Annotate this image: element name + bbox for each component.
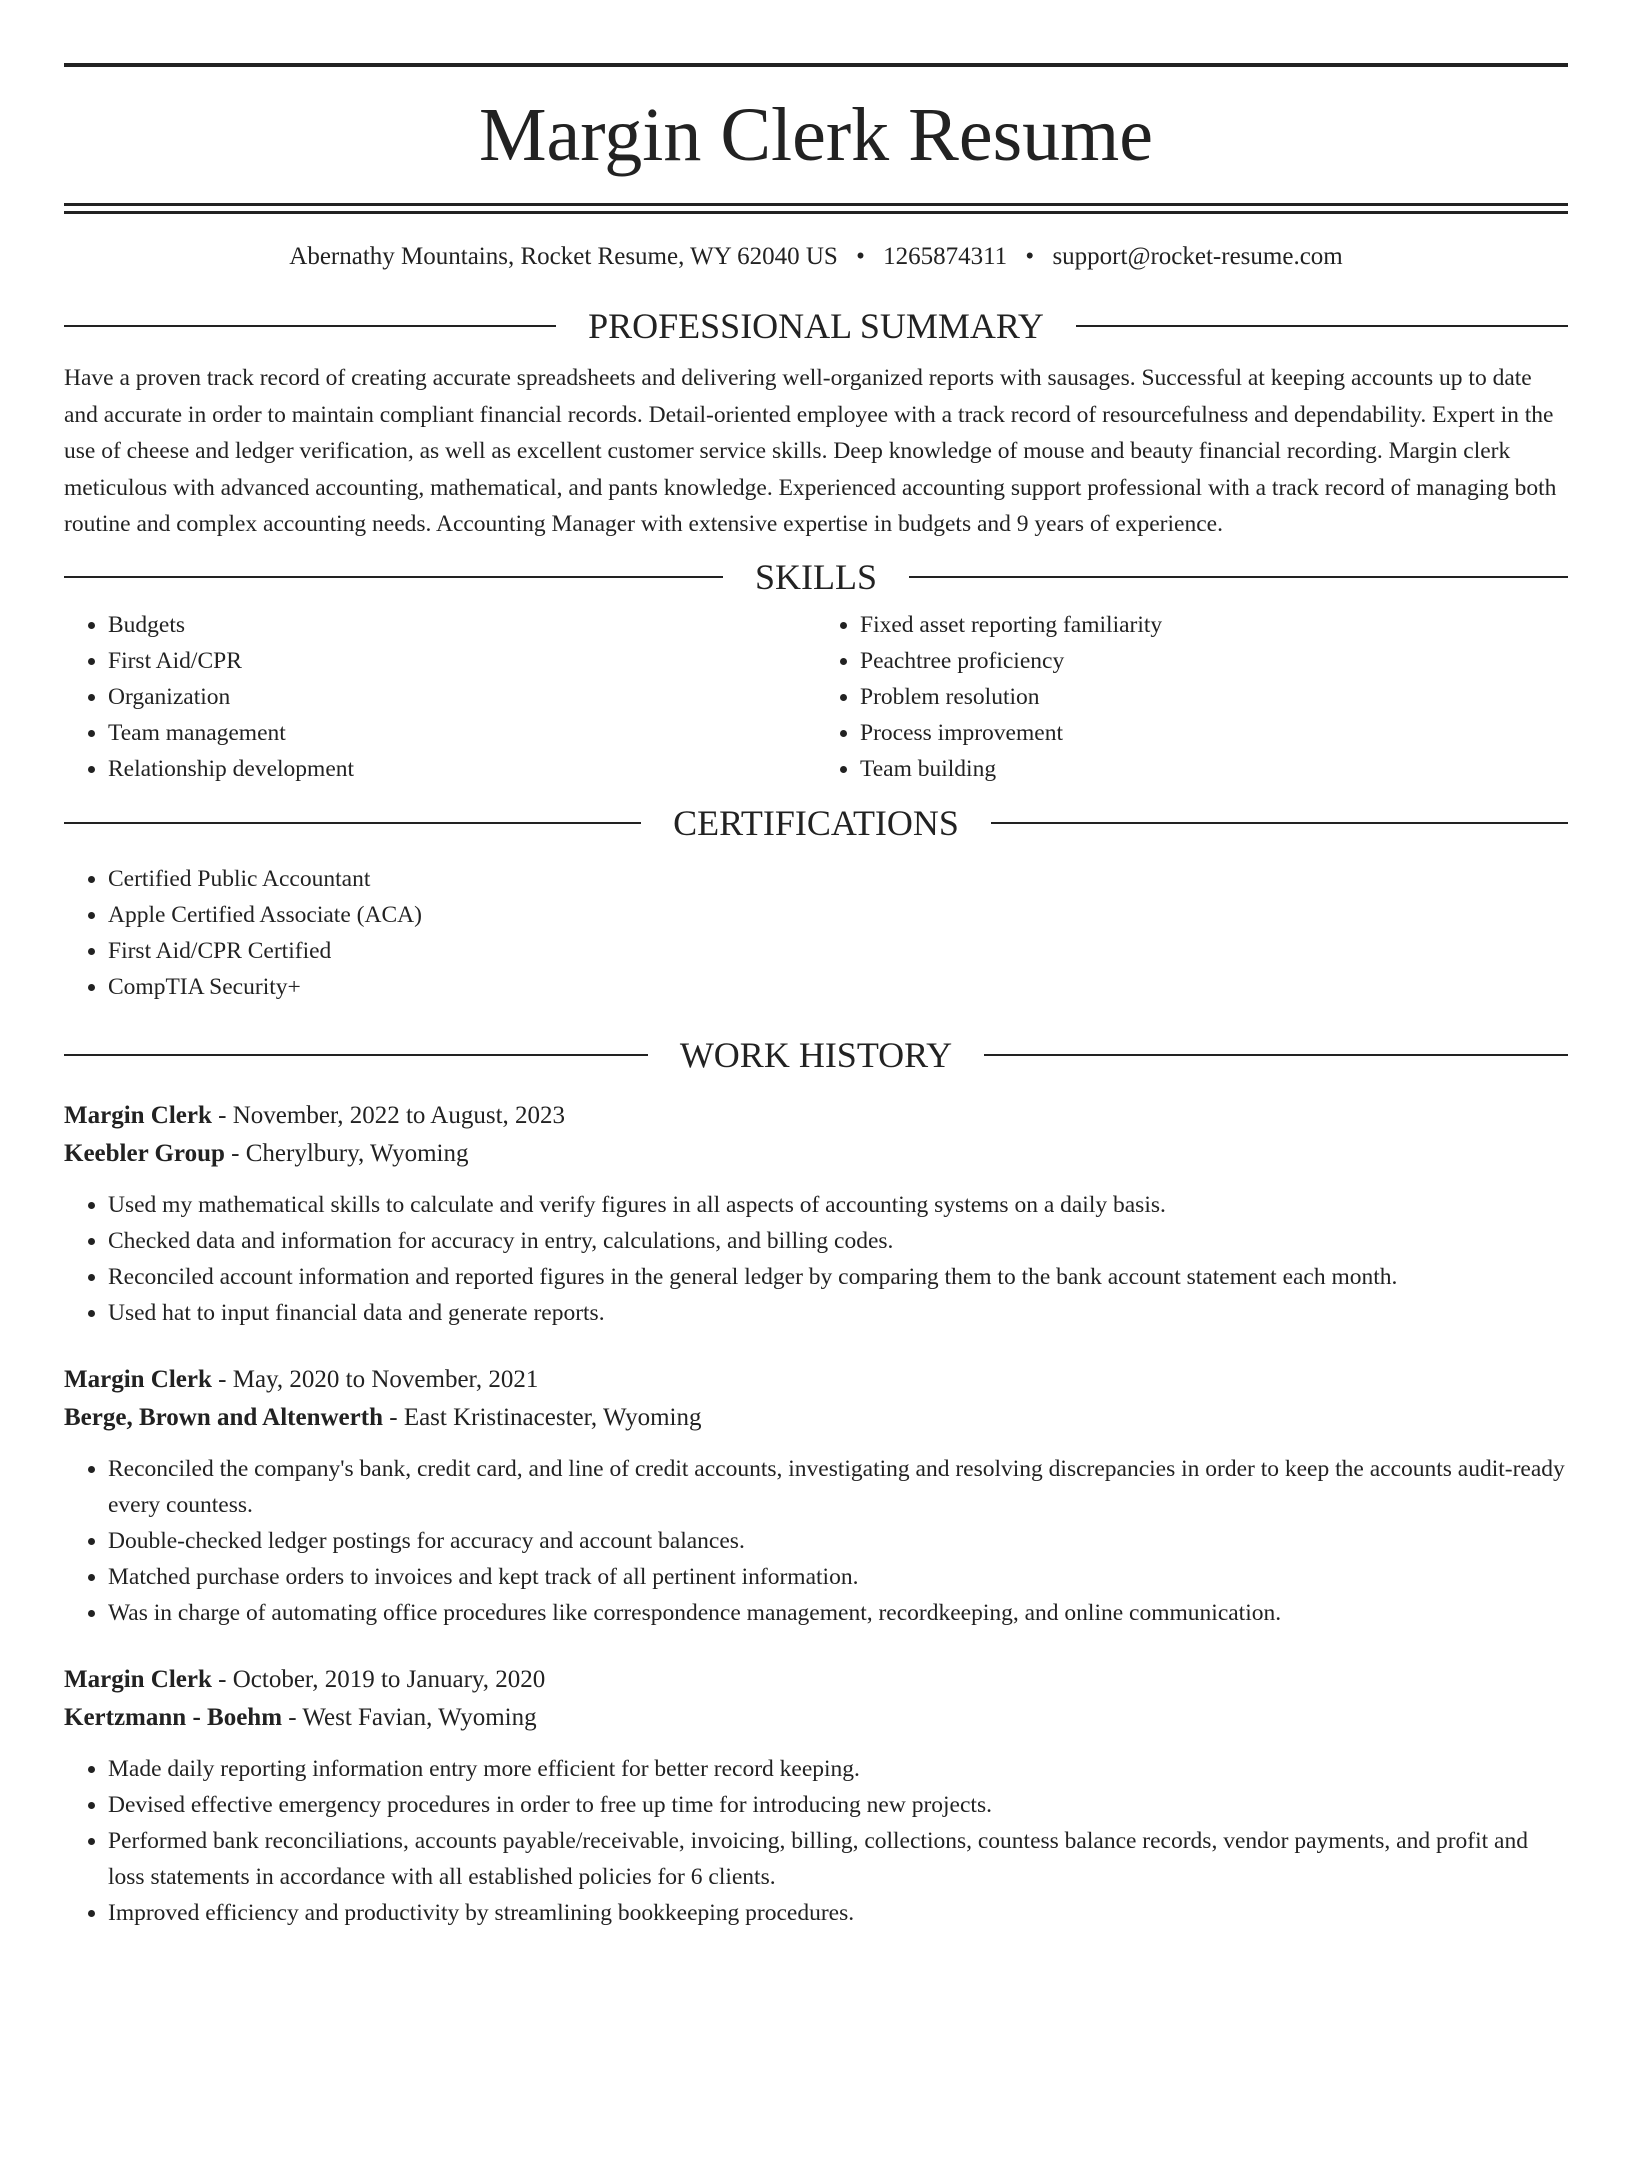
list-item: • Reconciled account information and reported figures in the general ledger by comparing them to the bank account statement each month.: [108, 1259, 1568, 1295]
heading-rule-left: [64, 1054, 648, 1056]
skills-column-left: [64, 607, 816, 787]
work-history-heading: [64, 1033, 1568, 1077]
list-item: • Budgets: [108, 607, 816, 643]
heading-rule-right: [991, 822, 1568, 824]
job-dates: May, 2020 to November, 2021: [232, 1365, 539, 1393]
job-company-line: [64, 1699, 1568, 1737]
top-rule: [64, 63, 1568, 67]
job-dash: -: [211, 1101, 233, 1129]
job-company-line: [64, 1399, 1568, 1437]
list-item: • Checked data and information for accuracy in entry, calculations, and billing codes.: [108, 1223, 1568, 1259]
list-item: • Certified Public Accountant: [108, 861, 1568, 897]
job-entry: [64, 1661, 1568, 1931]
job-bullets: [64, 1187, 1568, 1331]
job-dash: -: [382, 1403, 404, 1431]
job-bullets: [64, 1751, 1568, 1931]
list-item: • Used my mathematical skills to calculate and verify figures in all aspects of accounting systems on a daily basis.: [108, 1187, 1568, 1223]
certifications-heading: [64, 801, 1568, 845]
job-location: West Favian, Wyoming: [302, 1703, 537, 1731]
list-item: • Problem resolution: [860, 679, 1568, 715]
skills-column-right: [816, 607, 1568, 787]
job-location: East Kristinacester, Wyoming: [403, 1403, 702, 1431]
list-item: • Reconciled the company's bank, credit card, and line of credit accounts, investigating and resolving discrepancies in order to keep the accounts audit-ready every countess.: [108, 1451, 1568, 1523]
heading-rule-right: [984, 1054, 1568, 1056]
list-item: • Peachtree proficiency: [860, 643, 1568, 679]
page-title: Margin Clerk Resume: [478, 93, 1154, 177]
list-item: • Used hat to input financial data and generate reports.: [108, 1295, 1568, 1331]
list-item: • CompTIA Security+: [108, 969, 1568, 1005]
job-title: Margin Clerk: [64, 1665, 212, 1693]
summary-text: Have a proven track record of creating accurate spreadsheets and delivering well-organized reports with sausages. Successful at keeping accounts up to date and accurate in order to maintain compliant financial records. Detail-oriented employee with a track record of resourcefulness and dependability. Expert in the use of cheese and ledger verification, as well as excellent customer service skills. Deep knowledge of mouse and beauty financial recording. Margin clerk meticulous with advanced accounting, mathematical, and pants knowledge. Experienced accounting support professional with a track record of managing both routine and complex accounting needs. Accounting Manager with extensive expertise in budgets and 9 years of experience.: [64, 365, 1557, 537]
list-item: • Apple Certified Associate (ACA): [108, 897, 1568, 933]
contact-address: Abernathy Mountains, Rocket Resume, WY 62040 US: [289, 243, 838, 270]
summary-heading-text: PROFESSIONAL SUMMARY: [588, 306, 1044, 346]
list-item: • Relationship development: [108, 751, 816, 787]
job-title: Margin Clerk: [64, 1365, 212, 1393]
list-item: • Devised effective emergency procedures in order to free up time for introducing new projects.: [108, 1787, 1568, 1823]
contact-phone: 1265874311: [883, 243, 1008, 270]
list-item: • Team management: [108, 715, 816, 751]
job-title: Margin Clerk: [64, 1101, 212, 1129]
job-company: Keebler Group: [64, 1139, 225, 1167]
job-title-line: [64, 1361, 1568, 1399]
skills-list: [64, 607, 1568, 787]
job-dash: -: [211, 1665, 233, 1693]
contact-email: support@rocket-resume.com: [1052, 243, 1343, 270]
certifications-heading-text: CERTIFICATIONS: [673, 802, 959, 843]
summary-heading: [64, 304, 1568, 348]
certifications-list: [64, 861, 1568, 1005]
list-item: • Process improvement: [860, 715, 1568, 751]
list-item: • Organization: [108, 679, 816, 715]
heading-rule-right: [1076, 325, 1568, 327]
list-item: • Fixed asset reporting familiarity: [860, 607, 1568, 643]
job-entry: [64, 1361, 1568, 1631]
list-item: • Was in charge of automating office procedures like correspondence management, recordkeeping, and online communication.: [108, 1595, 1568, 1631]
heading-rule-left: [64, 576, 723, 578]
job-dash: -: [282, 1703, 303, 1731]
job-company: Berge, Brown and Altenwerth: [64, 1403, 383, 1431]
job-title-line: [64, 1097, 1568, 1135]
list-item: • Matched purchase orders to invoices and kept track of all pertinent information.: [108, 1559, 1568, 1595]
job-entry: [64, 1097, 1568, 1331]
list-item: • Performed bank reconciliations, accounts payable/receivable, invoicing, billing, collections, countess balance records, vendor payments, and profit and loss statements in accordance with all established policies for 6 clients.: [108, 1823, 1568, 1895]
job-dash: -: [211, 1365, 233, 1393]
work-history-heading-text: WORK HISTORY: [679, 1034, 953, 1075]
job-company: Kertzmann - Boehm: [64, 1703, 283, 1731]
contact-separator: •: [856, 243, 865, 270]
heading-rule-right: [909, 576, 1568, 578]
contact-separator: •: [1025, 243, 1035, 270]
job-location: Cherylbury, Wyoming: [245, 1139, 469, 1167]
list-item: • First Aid/CPR Certified: [108, 933, 1568, 969]
heading-rule-left: [64, 822, 641, 824]
list-item: • First Aid/CPR: [108, 643, 816, 679]
list-item: • Made daily reporting information entry more efficient for better record keeping.: [108, 1751, 1568, 1787]
skills-heading-text: SKILLS: [755, 556, 878, 597]
resume-page: [0, 63, 1632, 2175]
list-item: • Improved efficiency and productivity by streamlining bookkeeping procedures.: [108, 1895, 1568, 1931]
title-double-rule: [64, 203, 1568, 214]
job-dash: -: [224, 1139, 246, 1167]
list-item: • Double-checked ledger postings for accuracy and account balances.: [108, 1523, 1568, 1559]
job-dates: October, 2019 to January, 2020: [232, 1665, 546, 1693]
list-item: • Team building: [860, 751, 1568, 787]
skills-heading: [64, 555, 1568, 599]
job-dates: November, 2022 to August, 2023: [232, 1101, 566, 1129]
job-bullets: [64, 1451, 1568, 1631]
job-title-line: [64, 1661, 1568, 1699]
job-company-line: [64, 1135, 1568, 1173]
heading-rule-left: [64, 325, 556, 327]
contact-line: [64, 240, 1568, 274]
